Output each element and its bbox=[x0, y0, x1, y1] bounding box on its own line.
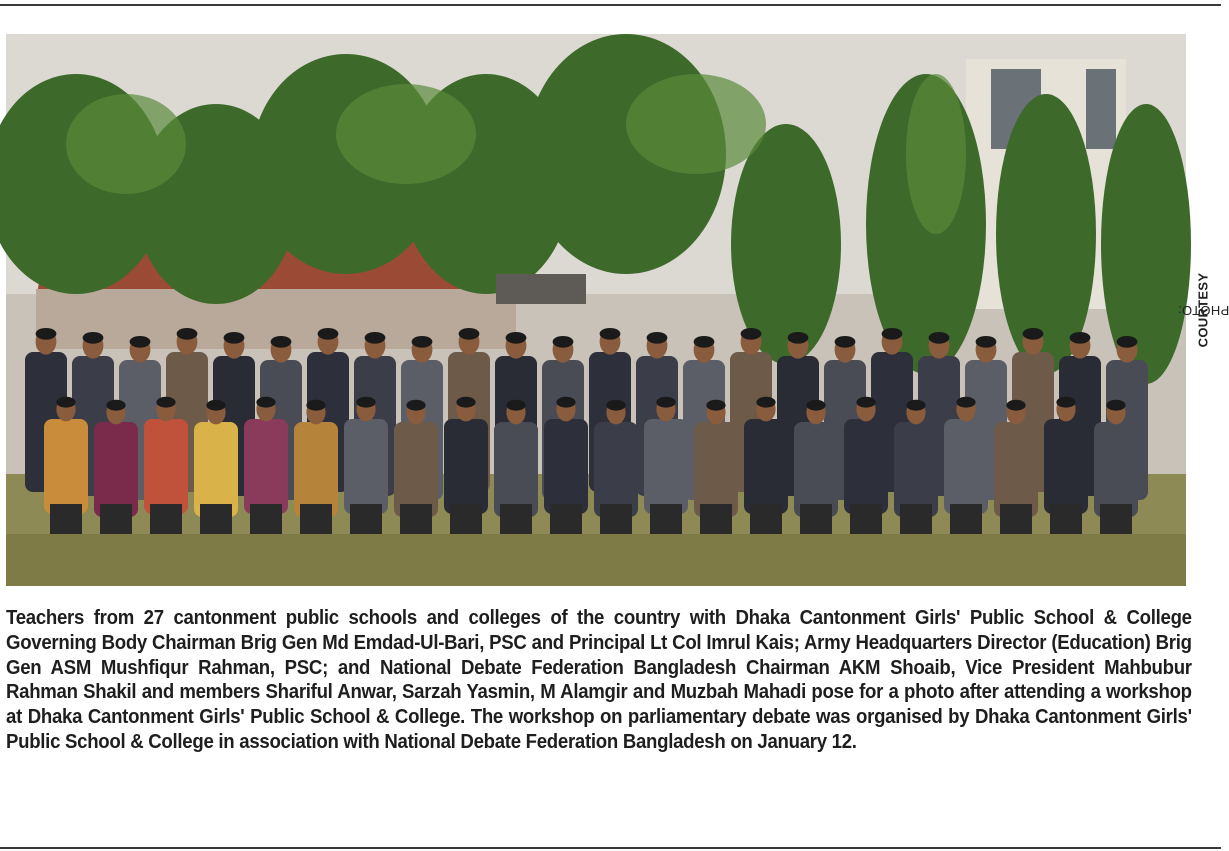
photo-credit-prefix: PHOTO: bbox=[1177, 302, 1229, 318]
photo-credit bbox=[1177, 34, 1229, 586]
top-rule bbox=[0, 4, 1221, 6]
bottom-rule bbox=[0, 847, 1221, 849]
group-photo-illustration bbox=[6, 34, 1186, 586]
photo-credit-name: COURTESY bbox=[1195, 272, 1211, 348]
group-photo bbox=[6, 34, 1186, 586]
photo-caption: Teachers from 27 cantonment public schools and colleges of the country with Dhaka Cantonment Girls' Public School & College Governing Body Chairman Brig Gen Md Emdad-Ul-Bari, PSC and Principal Lt Col Imrul Kais; Army Headquarters Director (Education) Brig Gen ASM Mushfiqur Rahman, PSC; and National Debate Federation Bangladesh Chairman AKM Shoaib, Vice President Mahbubur Rahman Shakil and members Shariful Anwar, Sarzah Yasmin, M Alamgir and Muzbah Mahadi pose for a photo after attending a workshop at Dhaka Cantonment Girls' Public School & College. The workshop on parliamentary debate was organised by Dhaka Cantonment Girls' Public School & College in association with National Debate Federation Bangladesh on January 12. bbox=[6, 607, 1192, 753]
